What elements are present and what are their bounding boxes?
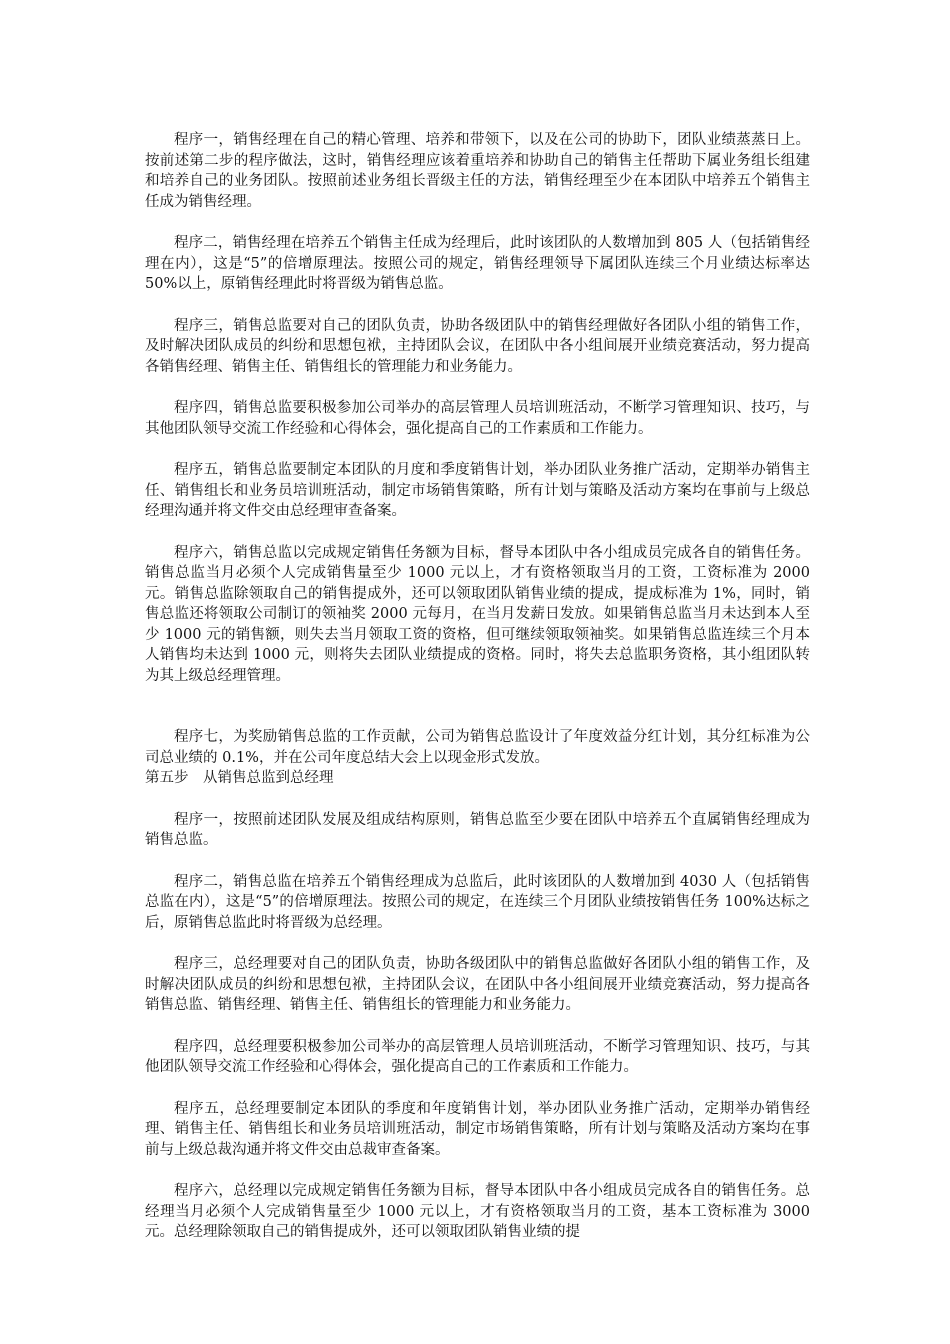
paragraph-stage5-procedure-4: 程序四，总经理要积极参加公司举办的高层管理人员培训班活动，不断学习管理知识、技巧，与其他团队领导交流工作经验和心得体会，强化提高自己的工作素质和工作能力。 [145, 1038, 810, 1075]
section-heading-stage5: 第五步 从销售总监到总经理 [145, 770, 334, 786]
paragraph-stage4-procedure-1: 程序一，销售经理在自己的精心管理、培养和带领下，以及在公司的协助下，团队业绩蒸蒸日上。按前述第二步的程序做法，这时，销售经理应该着重培养和协助自己的销售主任帮助下属业务组长组建和培养自己的业务团队。按照前述业务组长晋级主任的方法，销售经理至少在本团队中培养五个销售主任成为销售经理。 [145, 132, 810, 210]
paragraph-stage4-procedure-3: 程序三，销售总监要对自己的团队负责，协助各级团队中的销售经理做好各团队小组的销售工作，及时解决团队成员的纠纷和思想包袱，主持团队会议，在团队中各小组间展开业绩竞赛活动，努力提高各销售经理、销售主任、销售组长的管理能力和业务能力。 [145, 317, 810, 375]
paragraph-stage5-procedure-2: 程序二，销售总监在培养五个销售经理成为总监后，此时该团队的人数增加到 4030 人（包括销售总监在内），这是“5”的倍增原理法。按照公司的规定，在连续三个月团队业绩按销售任务 100%达标之后，原销售总监此时将晋级为总经理。 [145, 873, 810, 931]
document-body [145, 130, 810, 1243]
paragraph-stage5-procedure-5: 程序五，总经理要制定本团队的季度和年度销售计划，举办团队业务推广活动，定期举办销售经理、销售主任、销售组长和业务员培训班活动，制定市场销售策略，所有计划与策略及活动方案均在事前与上级总裁沟通并将文件交由总裁审查备案。 [145, 1100, 810, 1158]
paragraph-stage4-procedure-7: 程序七，为奖励销售总监的工作贡献，公司为销售总监设计了年度效益分红计划，其分红标准为公司总业绩的 0.1%，并在公司年度总结大会上以现金形式发放。 [145, 729, 810, 766]
paragraph-stage5-procedure-1: 程序一，按照前述团队发展及组成结构原则，销售总监至少要在团队中培养五个直属销售经理成为销售总监。 [145, 811, 810, 848]
paragraph-stage5-procedure-6: 程序六，总经理以完成规定销售任务额为目标，督导本团队中各小组成员完成各自的销售任务。总经理当月必须个人完成销售量至少 1000 元以上，才有资格领取当月的工资，基本工资标准为 3000 元。总经理除领取自己的销售提成外，还可以领取团队销售业绩的提 [145, 1183, 810, 1240]
paragraph-stage4-procedure-5: 程序五，销售总监要制定本团队的月度和季度销售计划，举办团队业务推广活动，定期举办销售主任、销售组长和业务员培训班活动，制定市场销售策略，所有计划与策略及活动方案均在事前与上级总经理沟通并将文件交由总经理审查备案。 [145, 462, 810, 519]
paragraph-stage4-procedure-4: 程序四，销售总监要积极参加公司举办的高层管理人员培训班活动，不断学习管理知识、技巧，与其他团队领导交流工作经验和心得体会，强化提高自己的工作素质和工作能力。 [145, 400, 810, 437]
paragraph-stage5-procedure-3: 程序三，总经理要对自己的团队负责，协助各级团队中的销售总监做好各团队小组的销售工作，及时解决团队成员的纠纷和思想包袱，主持团队会议，在团队中各小组间展开业绩竞赛活动，努力提高各销售总监、销售经理、销售主任、销售组长的管理能力和业务能力。 [145, 956, 810, 1013]
paragraph-stage4-procedure-2: 程序二，销售经理在培养五个销售主任成为经理后，此时该团队的人数增加到 805 人（包括销售经理在内），这是“5”的倍增原理法。按照公司的规定，销售经理领导下属团队连续三个月业绩达标率达 50%以上，原销售经理此时将晋级为销售总监。 [145, 235, 810, 292]
paragraph-stage4-procedure-6: 程序六，销售总监以完成规定销售任务额为目标，督导本团队中各小组成员完成各自的销售任务。销售总监当月必须个人完成销售量至少 1000 元以上，才有资格领取当月的工资，工资标准为 2000 元。销售总监除领取自己的销售提成外，还可以领取团队销售业绩的提成，提成标准为 1%，同时，销售总监还将领取公司制订的领袖奖 2000 元每月，在当月发薪日发放。如果销售总监当月未达到本人至少 1000 元的销售额，则失去当月领取工资的资格，但可继续领取领袖奖。如果销售总监连续三个月本人销售均未达到 1000 元，则将失去团队业绩提成的资格。同时，将失去总监职务资格，其小组团队转为其上级总经理管理。 [145, 544, 810, 684]
